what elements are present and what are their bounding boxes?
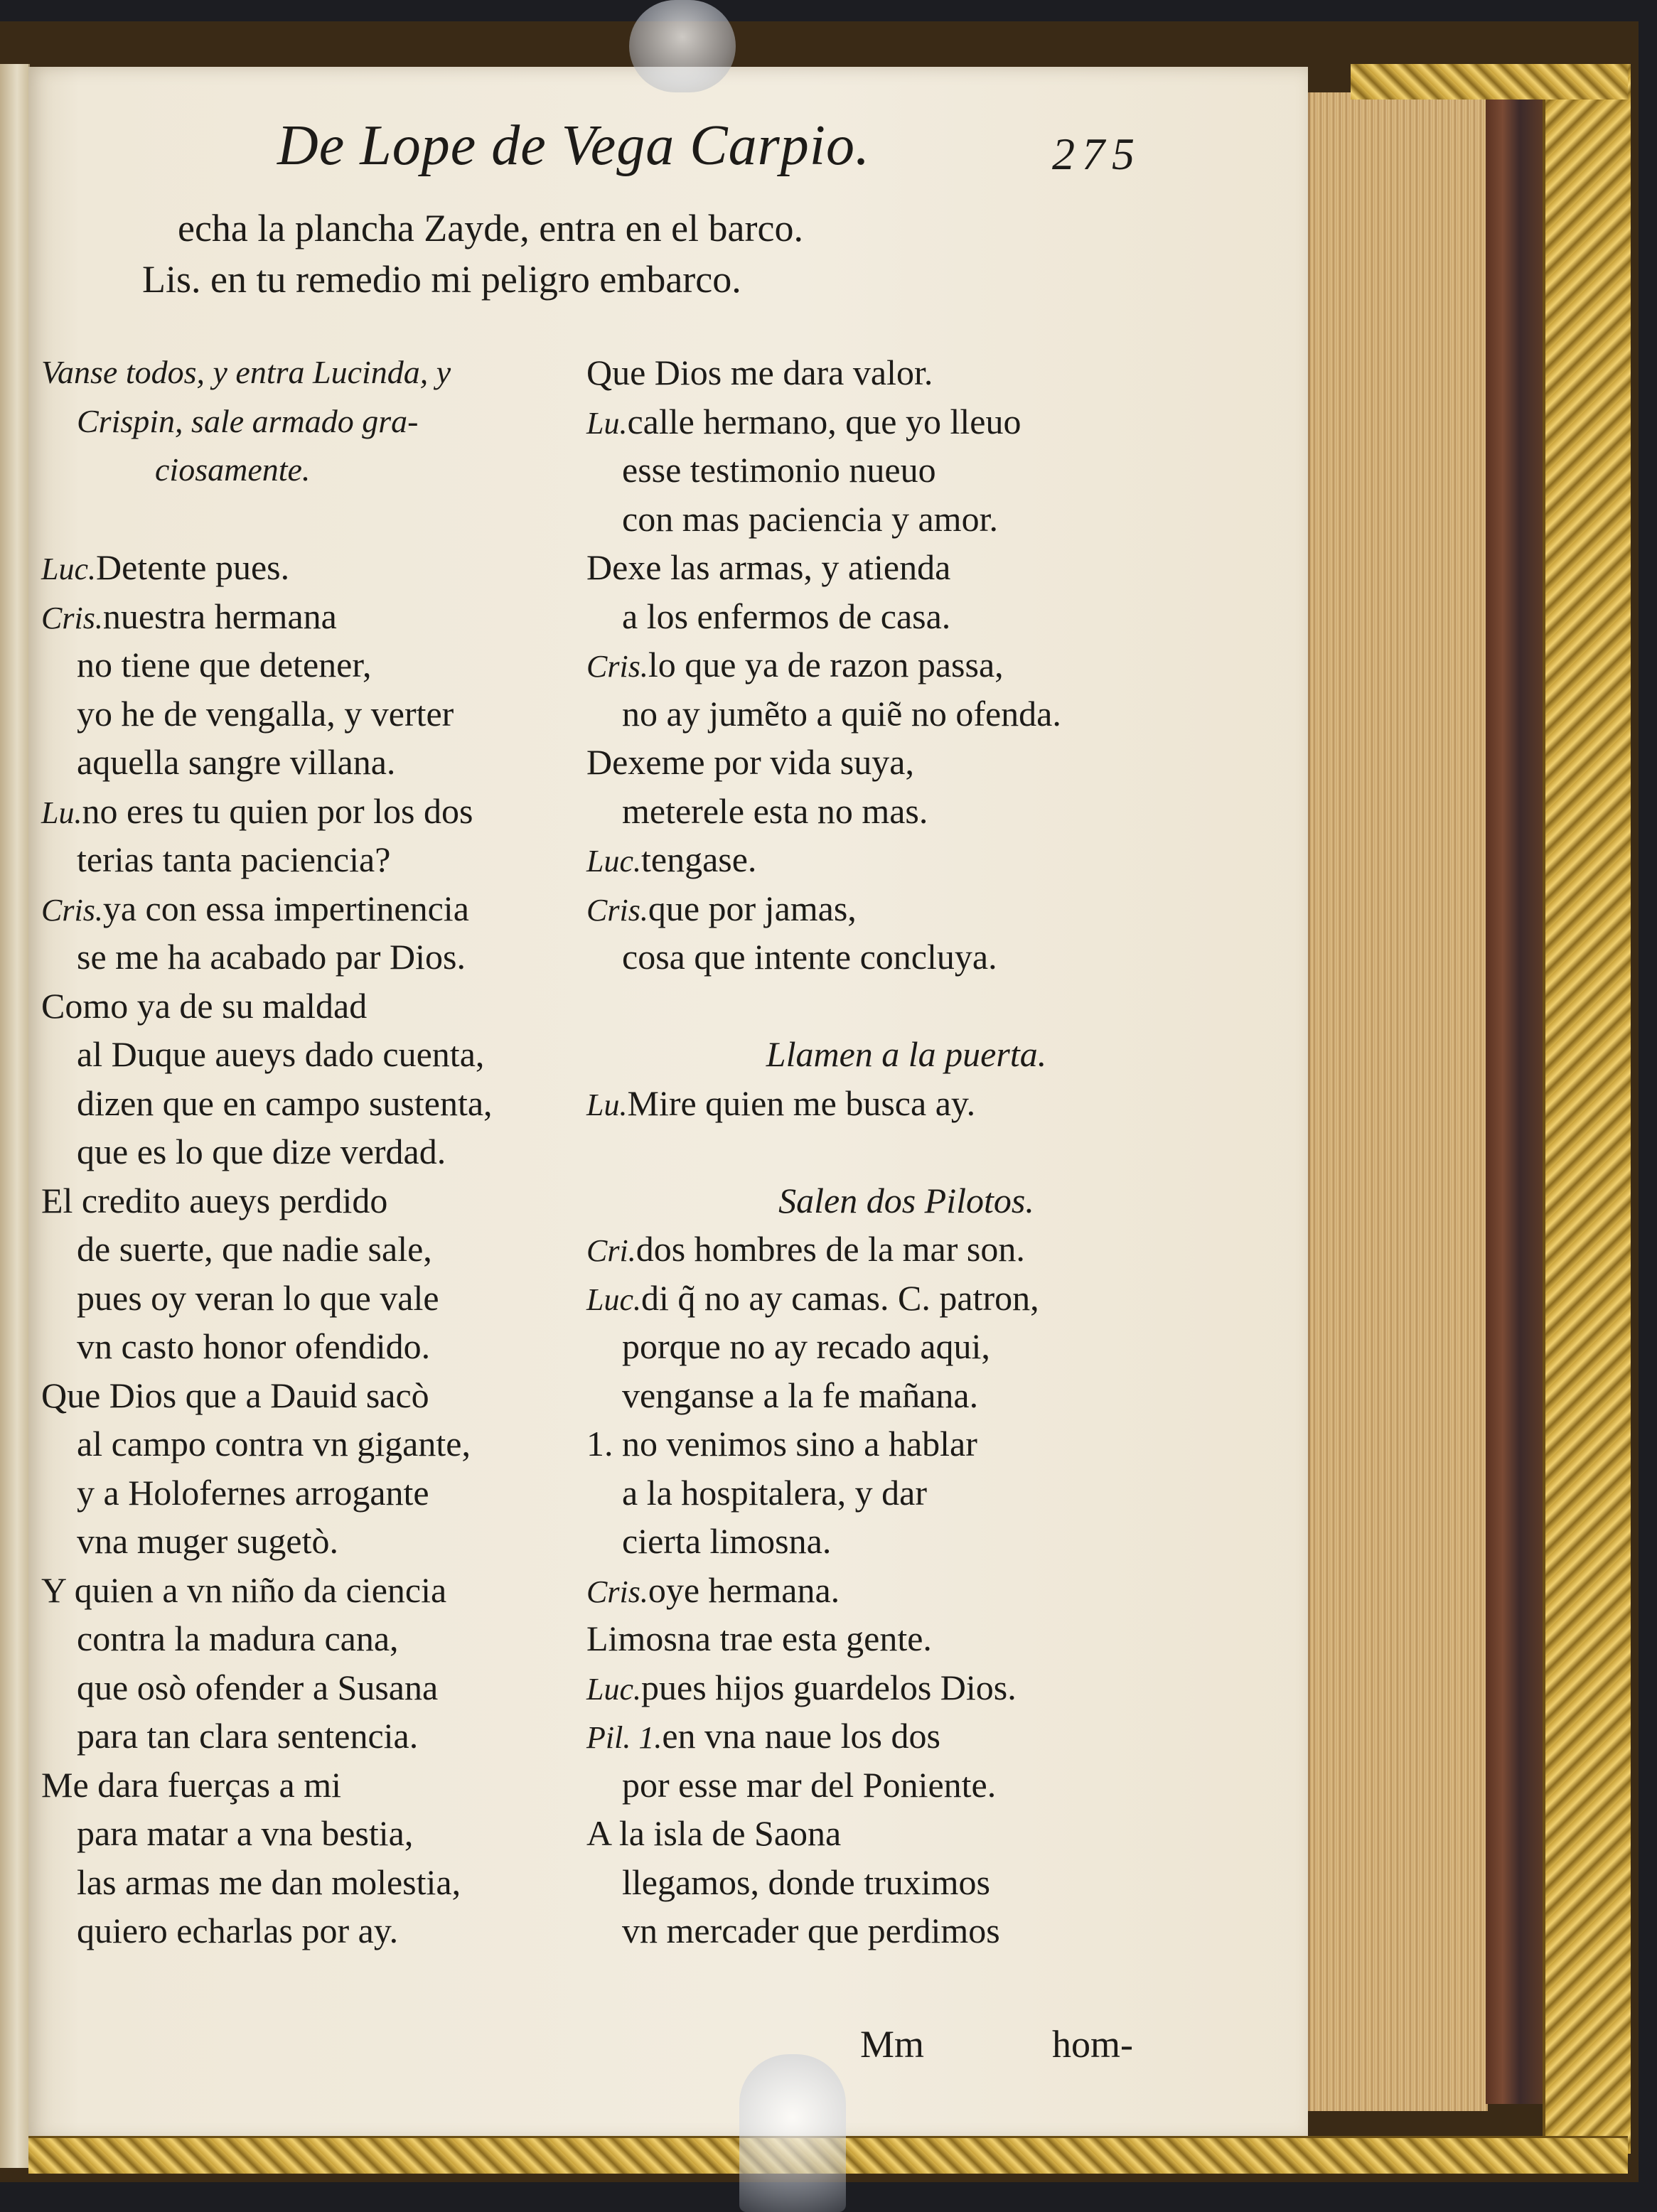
blank-line bbox=[41, 495, 553, 544]
verse-line: Y quien a vn niño da ciencia bbox=[41, 1569, 447, 1610]
speech-line bbox=[586, 397, 1226, 446]
opening-lines bbox=[142, 203, 803, 305]
verse-line: vn casto honor ofendido. bbox=[77, 1326, 431, 1366]
book-clip-top bbox=[629, 0, 736, 92]
verse-text: lo que ya de razon passa, bbox=[648, 645, 1004, 684]
stage-direction: Salen dos Pilotos. bbox=[778, 1180, 1034, 1220]
stage-direction: ciosamente. bbox=[155, 451, 311, 488]
speaker-label: Cris. bbox=[41, 892, 103, 928]
catchword: hom- bbox=[1052, 2023, 1133, 2066]
stage-direction: Vanse todos, y entra Lucinda, y bbox=[41, 354, 451, 390]
verse-text: que por jamas, bbox=[648, 888, 857, 928]
verse-line: se me ha acabado par Dios. bbox=[77, 937, 466, 977]
facing-page-edge bbox=[0, 64, 30, 2168]
verse-line: Me dara fuerças a mi bbox=[41, 1764, 341, 1805]
speaker-label: Lu. bbox=[586, 1087, 628, 1122]
verse-line: Dexe las armas, y atienda bbox=[586, 547, 951, 587]
verse-line: y a Holofernes arrogante bbox=[77, 1472, 429, 1513]
verse-text: Mire quien me busca ay. bbox=[627, 1083, 976, 1123]
verse-line: de suerte, que nadie sale, bbox=[77, 1229, 432, 1269]
verse-text: Detente pues. bbox=[96, 547, 290, 587]
verse-text: oye hermana. bbox=[648, 1569, 840, 1610]
verse-line: pues oy veran lo que vale bbox=[77, 1277, 439, 1318]
speaker-label: Cris. bbox=[586, 1574, 648, 1609]
verse-line: a la hospitalera, y dar bbox=[622, 1472, 927, 1513]
verse-line: al Duque aueys dado cuenta, bbox=[77, 1034, 485, 1074]
verse-line: yo he de vengalla, y verter bbox=[77, 693, 454, 734]
verse-line: con mas paciencia y amor. bbox=[622, 498, 998, 539]
speaker-label: Luc. bbox=[586, 844, 641, 879]
verse-line: dizen que en campo sustenta, bbox=[77, 1083, 493, 1123]
left-column bbox=[41, 348, 553, 1955]
speaker-label: Luc. bbox=[586, 1282, 641, 1317]
verse-text: di q̃ no ay camas. C. patron, bbox=[641, 1277, 1039, 1318]
verse-line: aquella sangre villana. bbox=[77, 742, 396, 782]
verse-line: contra la madura cana, bbox=[77, 1618, 399, 1658]
speaker-label: Lu. bbox=[41, 795, 82, 830]
verse-text: tengase. bbox=[641, 839, 757, 879]
verse-line: esse testimonio nueuo bbox=[622, 450, 936, 490]
verse-text: en vna naue los dos bbox=[662, 1716, 940, 1756]
verse-line: vn mercader que perdimos bbox=[622, 1911, 1000, 1950]
verse-line: no tiene que detener, bbox=[77, 645, 372, 684]
speech-line bbox=[41, 592, 553, 641]
running-head: De Lope de Vega Carpio. bbox=[277, 114, 871, 177]
verse-line: Limosna trae esta gente. bbox=[586, 1618, 932, 1658]
speech-line bbox=[586, 640, 1226, 689]
verse-text: nuestra hermana bbox=[102, 596, 337, 636]
verse-line: vna muger sugetò. bbox=[77, 1521, 338, 1561]
verse-line: no ay jumẽto a quiẽ no ofenda. bbox=[622, 693, 1061, 734]
verse-line: Como ya de su maldad bbox=[41, 985, 368, 1026]
speech-line bbox=[586, 884, 1226, 933]
opening-line: Lis. en tu remedio mi peligro embarco. bbox=[142, 258, 741, 301]
verse-line: las armas me dan molestia, bbox=[77, 1862, 461, 1902]
verse-line: que osò ofender a Susana bbox=[77, 1667, 439, 1707]
verse-line: quiero echarlas por ay. bbox=[77, 1911, 399, 1950]
verse-line: llegamos, donde truximos bbox=[622, 1862, 990, 1902]
verse-text: ya con essa impertinencia bbox=[102, 888, 469, 928]
stage-direction: Crispin, sale armado gra- bbox=[77, 402, 419, 439]
verse-line: para tan clara sentencia. bbox=[77, 1716, 419, 1756]
speech-line bbox=[586, 1079, 1226, 1128]
gilt-border-top bbox=[1351, 64, 1628, 100]
signature-mark: Mm bbox=[860, 2023, 925, 2066]
book-clip-bottom bbox=[739, 2054, 846, 2212]
speaker-label: Lu. bbox=[586, 405, 628, 441]
speech-line bbox=[41, 884, 553, 933]
page-number: 275 bbox=[1052, 129, 1142, 179]
verse-line: meterele esta no mas. bbox=[622, 790, 928, 831]
verse-text: pues hijos guardelos Dios. bbox=[641, 1667, 1017, 1707]
verse-line: a los enfermos de casa. bbox=[622, 596, 951, 636]
opening-line: echa la plancha Zayde, entra en el barco. bbox=[178, 207, 803, 249]
verse-line: venganse a la fe mañana. bbox=[622, 1375, 979, 1415]
verse-line: 1. no venimos sino a hablar bbox=[586, 1424, 977, 1464]
speech-line bbox=[586, 835, 1226, 884]
blank-line bbox=[586, 1127, 1226, 1176]
verse-line: por esse mar del Poniente. bbox=[622, 1764, 997, 1805]
speaker-label: Pil. 1. bbox=[586, 1720, 663, 1755]
speaker-label: Luc. bbox=[41, 552, 96, 586]
speech-line bbox=[41, 543, 553, 592]
stage-direction: Llamen a la puerta. bbox=[766, 1034, 1047, 1074]
speech-line bbox=[586, 1566, 1226, 1615]
verse-text: calle hermano, que yo lleuo bbox=[627, 401, 1021, 441]
marbled-endpaper bbox=[1486, 100, 1543, 2104]
verse-line: A la isla de Saona bbox=[586, 1813, 842, 1853]
right-column bbox=[586, 348, 1226, 1955]
verse-line: cosa que intente concluya. bbox=[622, 937, 997, 977]
verse-line: terias tanta paciencia? bbox=[77, 839, 391, 879]
gilt-border-right bbox=[1543, 64, 1631, 2154]
speaker-label: Cris. bbox=[586, 892, 648, 928]
speech-line bbox=[586, 1274, 1226, 1323]
speaker-label: Cris. bbox=[586, 649, 648, 684]
verse-line: Que Dios que a Dauid sacò bbox=[41, 1375, 429, 1415]
verse-line: Que Dios me dara valor. bbox=[586, 353, 933, 392]
blank-line bbox=[586, 982, 1226, 1031]
verse-line: que es lo que dize verdad. bbox=[77, 1132, 446, 1171]
page-edges bbox=[1308, 92, 1488, 2111]
verse-line: porque no ay recado aqui, bbox=[622, 1326, 990, 1366]
speech-line bbox=[586, 1225, 1226, 1274]
verse-text: no eres tu quien por los dos bbox=[82, 790, 473, 831]
verse-line: cierta limosna. bbox=[622, 1521, 832, 1561]
speaker-label: Luc. bbox=[586, 1671, 641, 1707]
speaker-label: Cri. bbox=[586, 1233, 636, 1268]
verse-line: El credito aueys perdido bbox=[41, 1180, 388, 1220]
speech-line bbox=[586, 1663, 1226, 1712]
speech-line bbox=[586, 1712, 1226, 1761]
speaker-label: Cris. bbox=[41, 600, 103, 635]
verse-line: al campo contra vn gigante, bbox=[77, 1424, 471, 1464]
verse-line: Dexeme por vida suya, bbox=[586, 742, 914, 782]
speech-line bbox=[41, 787, 553, 836]
verse-line: para matar a vna bestia, bbox=[77, 1813, 414, 1853]
verse-text: dos hombres de la mar son. bbox=[636, 1229, 1025, 1269]
